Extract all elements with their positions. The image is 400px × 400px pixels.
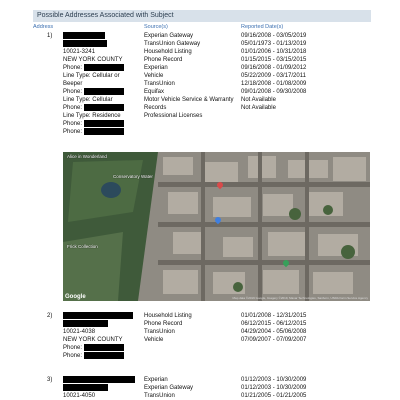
- redaction: [84, 128, 124, 135]
- redaction: [84, 88, 124, 95]
- source-item: Phone Record: [144, 321, 183, 327]
- source-item: TransUnion: [144, 393, 175, 399]
- phone-row: Phone:: [63, 128, 173, 136]
- source-item: TransUnion Gateway: [144, 41, 201, 47]
- date-range: Not Available: [241, 105, 276, 111]
- phone-row: Phone:: [63, 64, 173, 72]
- date-range: 04/29/2004 - 05/06/2008: [241, 329, 307, 335]
- map-label: Conservatory Water: [113, 174, 153, 179]
- redaction: [63, 384, 108, 391]
- redaction: [63, 40, 107, 47]
- source-item: Equifax: [144, 89, 165, 95]
- county: NEW YORK COUNTY: [63, 57, 123, 63]
- postal-code: 10021-3241: [63, 49, 96, 55]
- redaction: [63, 32, 105, 39]
- phone-row: Phone:: [63, 344, 173, 352]
- source-item: Vehicle: [144, 337, 164, 343]
- line-type-cont: Beeper: [63, 81, 83, 87]
- entry-number: 2): [47, 313, 53, 319]
- source-item: Household Listing: [144, 313, 192, 319]
- source-item: Phone Record: [144, 57, 183, 63]
- phone-row: Phone:: [63, 104, 173, 112]
- date-range: 05/22/2009 - 03/17/2011: [241, 73, 306, 79]
- line-type: Line Type: Cellular or: [63, 73, 120, 79]
- date-range: 09/16/2008 - 03/05/2019: [241, 33, 307, 39]
- source-item: Household Listing: [144, 49, 192, 55]
- address-column-header: Address: [33, 24, 54, 30]
- line-type: Line Type: Cellular: [63, 97, 113, 103]
- county: NEW YORK COUNTY: [63, 337, 123, 343]
- entry-number: 1): [47, 33, 53, 39]
- source-item: Experian: [144, 377, 168, 383]
- map-label: Frick Collection: [67, 244, 98, 249]
- source-item: Professional Licenses: [144, 113, 203, 119]
- postal-code: 10021-4050: [63, 393, 96, 399]
- redaction: [84, 104, 124, 111]
- map-label: Alice in Wonderland: [67, 154, 107, 159]
- redaction: [84, 120, 124, 127]
- redaction: [84, 344, 124, 351]
- date-range: 01/15/2015 - 03/15/2015: [241, 57, 307, 63]
- dates-list: [241, 32, 371, 112]
- map-imagery: [63, 152, 370, 301]
- postal-code: 10021-4038: [63, 329, 96, 335]
- phone-row: Phone:: [63, 88, 173, 96]
- source-item: Experian Gateway: [144, 385, 194, 391]
- redaction: [84, 64, 124, 71]
- date-range: 06/12/2015 - 06/12/2015: [241, 321, 307, 327]
- date-range: 09/01/2008 - 09/30/2008: [241, 89, 307, 95]
- phone-row: Phone:: [63, 120, 173, 128]
- dates-column-header: Reported Date(s): [241, 24, 284, 30]
- phone-row: Phone:: [63, 352, 173, 360]
- dates-list: [241, 376, 371, 400]
- date-range: 01/01/2008 - 12/31/2015: [241, 313, 307, 319]
- date-range: 09/16/2008 - 01/09/2012: [241, 65, 307, 71]
- map-attribution[interactable]: Map data ©2019 Google, Imagery ©2019, Maxar Technologies, Sanborn, USDA Farm Service Agency: [232, 296, 368, 300]
- dates-list: [241, 312, 371, 344]
- redaction: [63, 376, 135, 383]
- date-range: 01/01/2006 - 10/31/2018: [241, 49, 307, 55]
- date-range: 05/01/1973 - 01/13/2019: [241, 41, 307, 47]
- source-item: Vehicle: [144, 73, 164, 79]
- redaction: [84, 352, 124, 359]
- source-item: Experian: [144, 65, 168, 71]
- sources-column-header: Source(s): [144, 24, 168, 30]
- date-range: 01/12/2003 - 10/30/2009: [241, 377, 307, 383]
- date-range: 07/09/2007 - 07/09/2007: [241, 337, 307, 343]
- redaction: [63, 312, 133, 319]
- source-item: TransUnion: [144, 329, 175, 335]
- source-item: Records: [144, 105, 167, 111]
- date-range: 01/12/2003 - 10/30/2009: [241, 385, 307, 391]
- date-range: 12/18/2008 - 01/08/2009: [241, 81, 307, 87]
- section-header: Possible Addresses Associated with Subject: [33, 10, 371, 22]
- google-logo: Google: [65, 294, 86, 300]
- source-item: Experian Gateway: [144, 33, 194, 39]
- entry-number: 3): [47, 377, 53, 383]
- date-range: Not Available: [241, 97, 276, 103]
- line-type: Line Type: Residence: [63, 113, 121, 119]
- satellite-map[interactable]: [63, 152, 370, 301]
- source-item: Motor Vehicle Service & Warranty: [144, 97, 234, 103]
- date-range: 01/21/2005 - 01/21/2005: [241, 393, 307, 399]
- source-item: TransUnion: [144, 81, 175, 87]
- redaction: [63, 320, 108, 327]
